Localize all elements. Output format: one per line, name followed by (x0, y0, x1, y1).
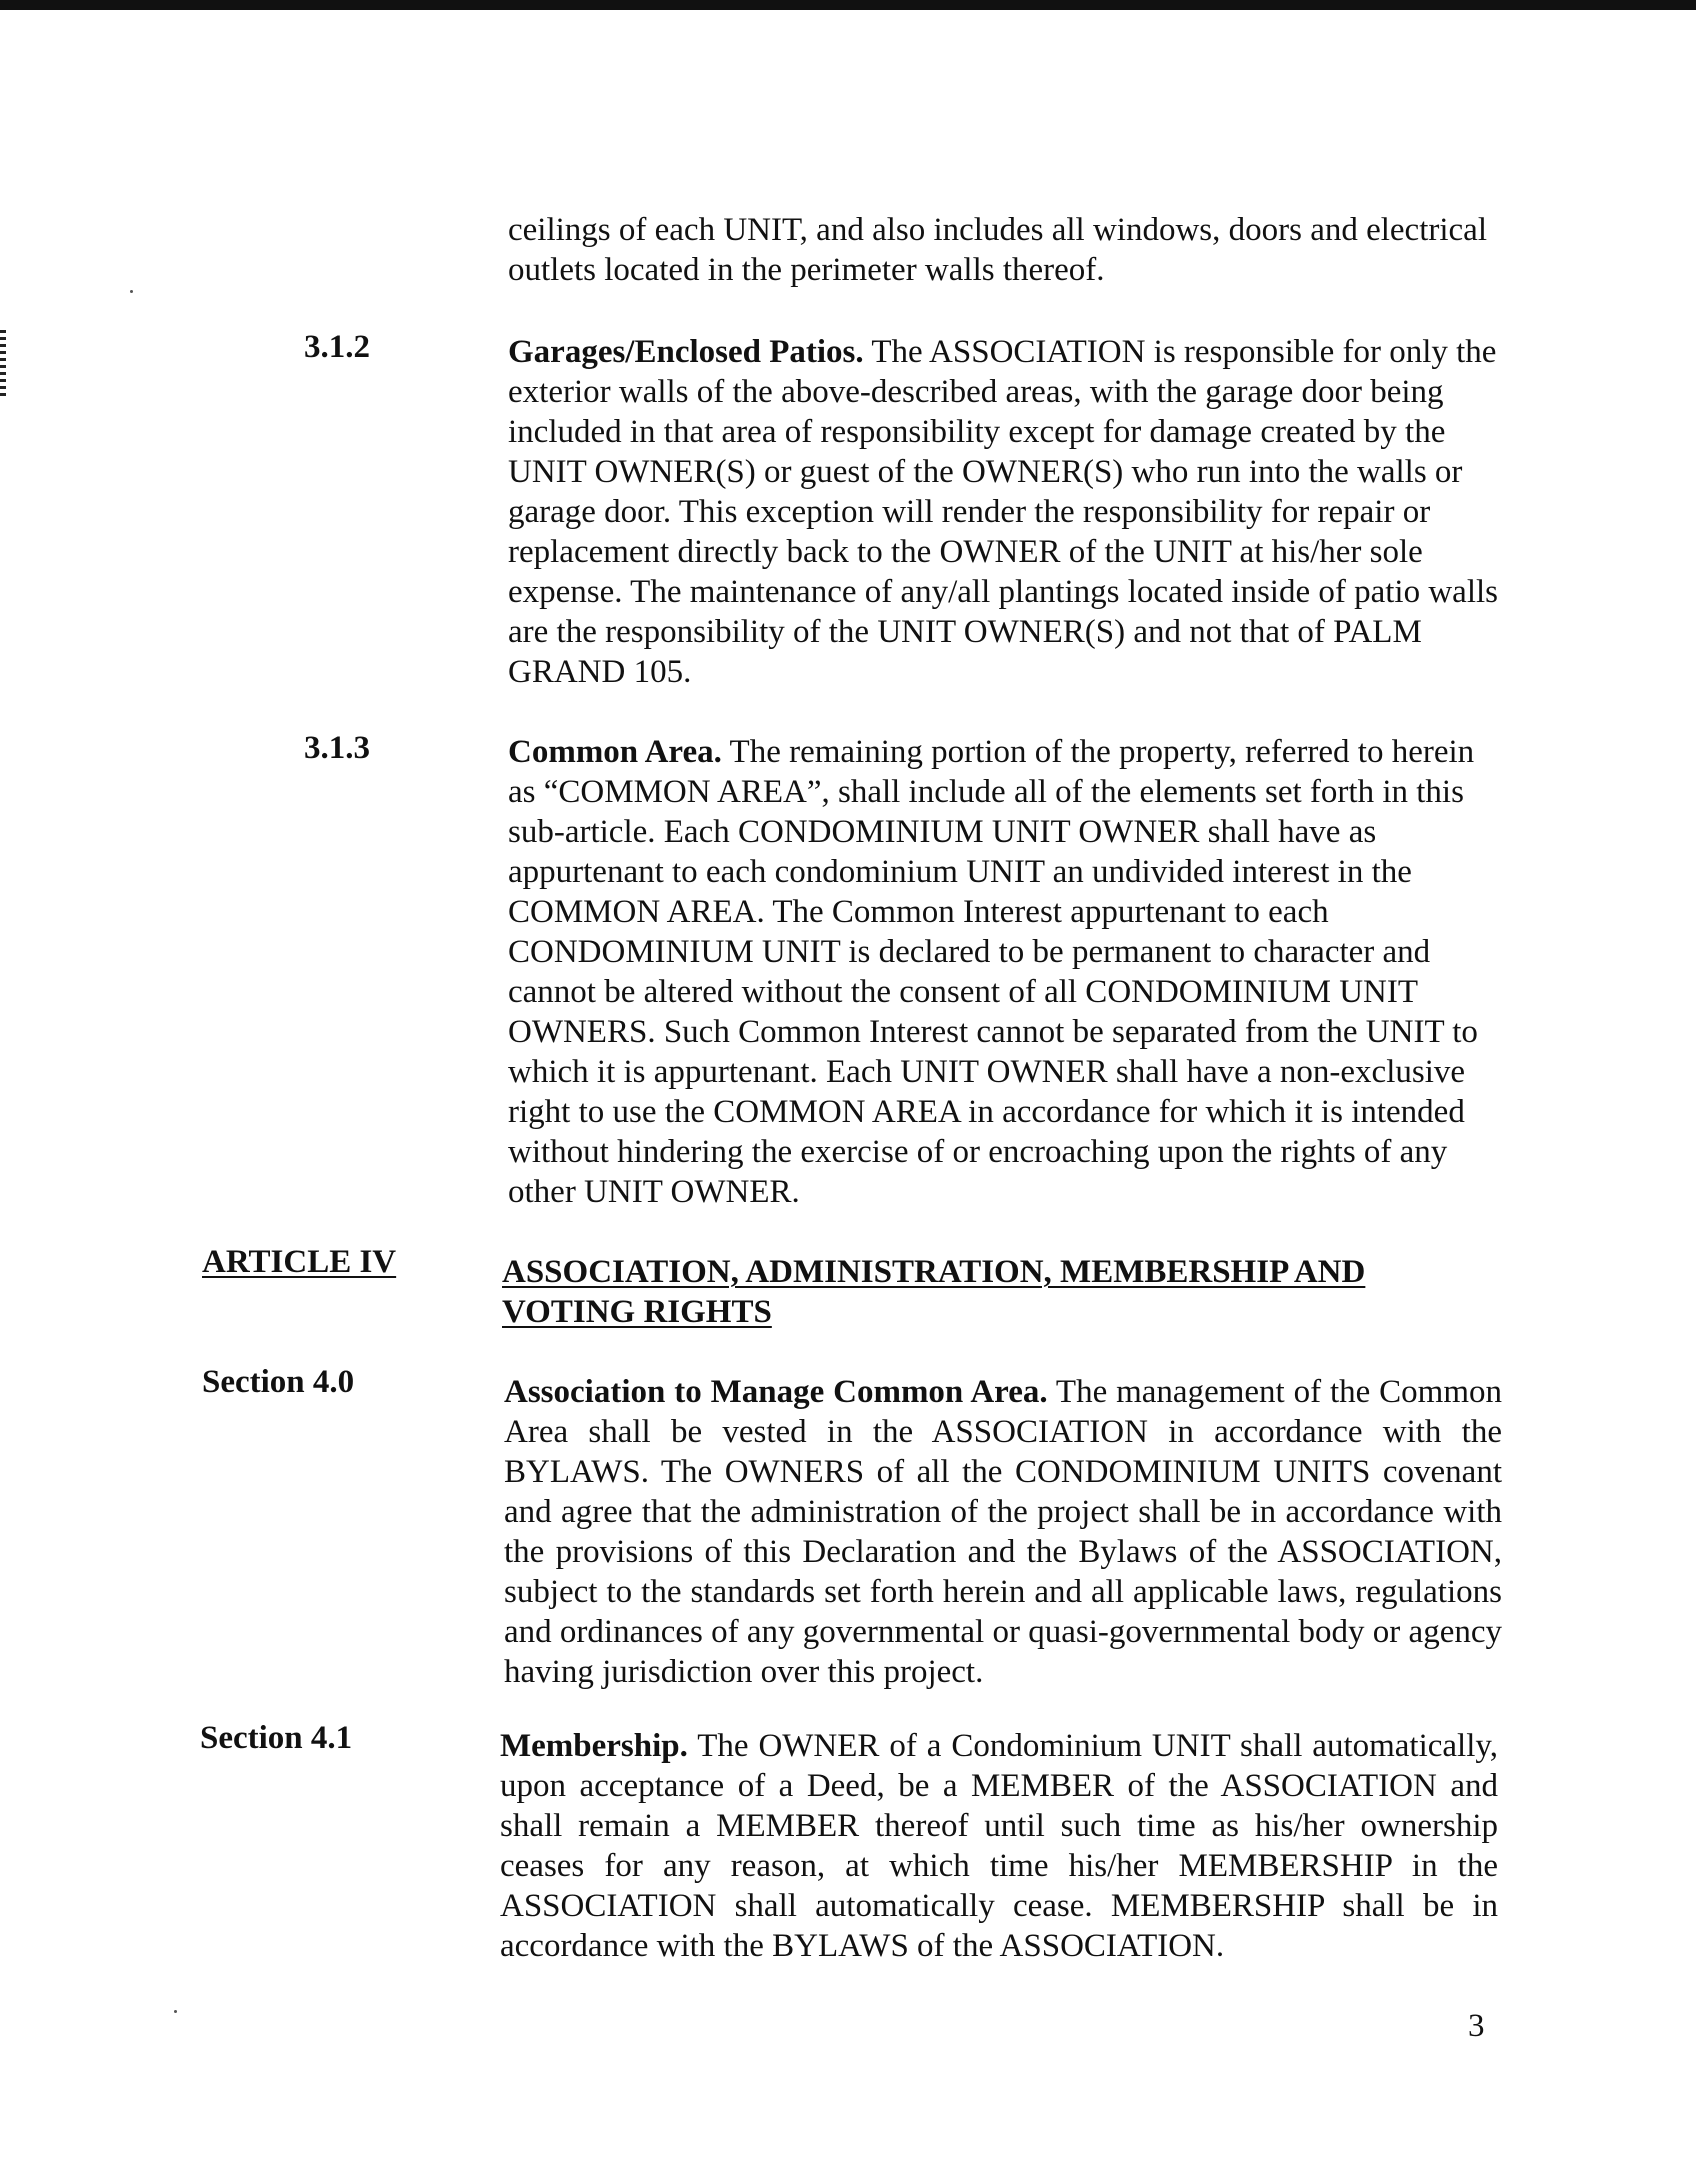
section-3-1-2-heading: Garages/Enclosed Patios. (508, 334, 864, 370)
section-3-1-3-paragraph (508, 732, 1506, 1212)
scan-speck (130, 290, 133, 293)
scan-top-edge (0, 0, 1696, 10)
binding-mark (0, 330, 6, 400)
section-4-0-paragraph (504, 1372, 1502, 1692)
section-4-0-heading: Association to Manage Common Area. (504, 1374, 1048, 1410)
section-3-1-3-body: The remaining portion of the property, referred to herein as “COMMON AREA”, shall include all of the elements set forth in this sub-article. Each CONDOMINIUM UNIT OWNER shall have as appurtenant to each condominium UNIT an undivided interest in the COMMON AREA. The Common Interest appurtenant to each CONDOMINIUM UNIT is declared to be permanent to character and cannot be altered without the consent of all CONDOMINIUM UNIT OWNERS. Such Common Interest cannot be separated from the UNIT to which it is appurtenant. Each UNIT OWNER shall have a non-exclusive right to use the COMMON AREA in accordance for which it is intended without hindering the exercise of or encroaching upon the rights of any other UNIT OWNER. (508, 734, 1478, 1210)
section-4-1-body: The OWNER of a Condominium UNIT shall automatically, upon acceptance of a Deed, be a MEMBER of the ASSOCIATION and shall remain a MEMBER thereof until such time as his/her ownership ceases for any reason, at which time his/her MEMBERSHIP in the ASSOCIATION shall automatically cease. MEMBERSHIP shall be in accordance with the BYLAWS of the ASSOCIATION. (500, 1728, 1498, 1964)
section-4-0-body: The management of the Common Area shall be vested in the ASSOCIATION in accordance with the BYLAWS. The OWNERS of all the CONDOMINIUM UNITS covenant and agree that the administration of the project shall be in accordance with the provisions of this Declaration and the Bylaws of the ASSOCIATION, subject to the standards set forth herein and all applicable laws, regulations and ordinances of any governmental or quasi-governmental body or agency having jurisdiction over this project. (504, 1374, 1502, 1690)
section-number-3-1-3: 3.1.3 (304, 730, 370, 766)
section-number-3-1-2: 3.1.2 (304, 329, 370, 365)
section-4-1-heading: Membership. (500, 1728, 688, 1764)
section-3-1-2-body: The ASSOCIATION is responsible for only the exterior walls of the above-described areas, with the garage door being included in that area of responsibility except for damage created by the UNIT OWNER(S) or guest of the OWNER(S) who run into the walls or garage door. This exception will render the responsibility for repair or replacement directly back to the OWNER of the UNIT at his/her sole expense. The maintenance of any/all plantings located inside of patio walls are the responsibility of the UNIT OWNER(S) and not that of PALM GRAND 105. (508, 334, 1498, 690)
section-label-4-1: Section 4.1 (200, 1720, 353, 1756)
section-label-4-0: Section 4.0 (202, 1364, 355, 1400)
article-title: ASSOCIATION, ADMINISTRATION, MEMBERSHIP AND VOTING RIGHTS (502, 1254, 1366, 1330)
section-3-1-2-paragraph (508, 332, 1506, 692)
section-3-1-3-heading: Common Area. (508, 734, 722, 770)
article-label: ARTICLE IV (202, 1244, 397, 1280)
scan-speck (174, 2010, 177, 2013)
section-4-1-paragraph (500, 1726, 1498, 1966)
page-number: 3 (1468, 2008, 1485, 2044)
continuation-paragraph: ceilings of each UNIT, and also includes all windows, doors and electrical outlets located in the perimeter walls thereof. (508, 212, 1487, 288)
